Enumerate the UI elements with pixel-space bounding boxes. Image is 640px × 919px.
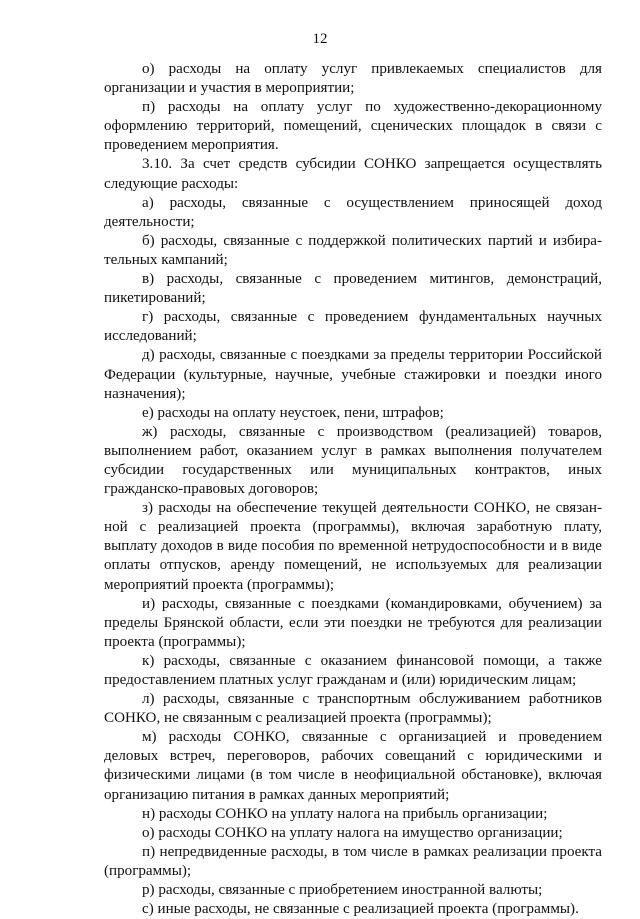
list-item-e: е) расходы на оплату неустоек, пени, штрафов; xyxy=(142,404,444,421)
list-item-b: б) расходы, связанные с поддержкой политических партий и избирательных кампаний; xyxy=(104,232,602,268)
list-item-k: к) расходы, связанные с оказанием финансовой помощи, а также предоставлением платных услуг гражданам и (или) юридическим лицам; xyxy=(104,652,602,688)
list-item-m: м) расходы СОНКО, связанные с организацией и проведением деловых встреч, переговоров, рабочих совещаний с юридическими и физическими лицами (в том числе в неофициальной обстановке), включая организацию питания в рамках данных мероприятий; xyxy=(104,729,602,803)
paragraph-p-decoration: п) расходы на оплату услуг по художественно-декорационному оформлению территорий, помещений, сценических площадок в связи с проведением мероприятия. xyxy=(104,99,602,154)
list-item-zh: ж) расходы, связанные с производством (реализацией) товаров, выполнением работ, оказанием услуг в рамках выполнения получателем субсидии государственных или муниципальных контрактов, иных гражданско-правовых договоров; xyxy=(104,423,602,498)
list-item-l: л) расходы, связанные с транспортным обслуживанием работников СОНКО, не связанным с реализацией проекта (программы); xyxy=(104,691,602,727)
list-item-s: с) иные расходы, не связанные с реализацией проекта (программы). xyxy=(142,901,579,918)
list-item-o: о) расходы СОНКО на уплату налога на имущество организации; xyxy=(142,824,563,841)
list-item-n: н) расходы СОНКО на уплату налога на прибыль организации; xyxy=(142,805,548,822)
list-item-a: а) расходы, связанные с осуществлением приносящей доход деятельности; xyxy=(104,194,602,230)
page-number: 12 xyxy=(312,31,328,47)
list-item-v: в) расходы, связанные с проведением митингов, демонстраций, пикетирований; xyxy=(104,271,602,307)
list-item-d: д) расходы, связанные с поездками за пределы территории Российской Федерации (культурные, научные, учебные стажировки и поездки иного назначения); xyxy=(104,347,602,402)
paragraph-o-specialists: о) расходы на оплату услуг привлекаемых специалистов для организации и участия в мероприятии; xyxy=(104,61,602,97)
list-item-z: з) расходы на обеспечение текущей деятельности СОНКО, не связанной с реализацией проекта (программы), включая заработную плату, выплату доходов в виде пособия по временной нетрудоспособности и в виде оплаты отпусков, аренду помещений, не используемых для реализации мероприятий проекта (программы); xyxy=(104,500,602,593)
list-item-i: и) расходы, связанные с поездками (командировками, обучением) за пределы Брянской области, если эти поездки не требуются для реализации проекта (программы); xyxy=(104,595,602,650)
document-body xyxy=(104,60,602,919)
list-item-r: р) расходы, связанные с приобретением иностранной валюты; xyxy=(142,882,543,899)
paragraph-3-10: 3.10. За счет средств субсидии СОНКО запрещается осуществлять следующие расходы: xyxy=(104,156,602,192)
list-item-g: г) расходы, связанные с проведением фундаментальных научных исследований; xyxy=(104,309,602,345)
list-item-p: п) непредвиденные расходы, в том числе в рамках реализации проекта (программы); xyxy=(104,843,602,879)
